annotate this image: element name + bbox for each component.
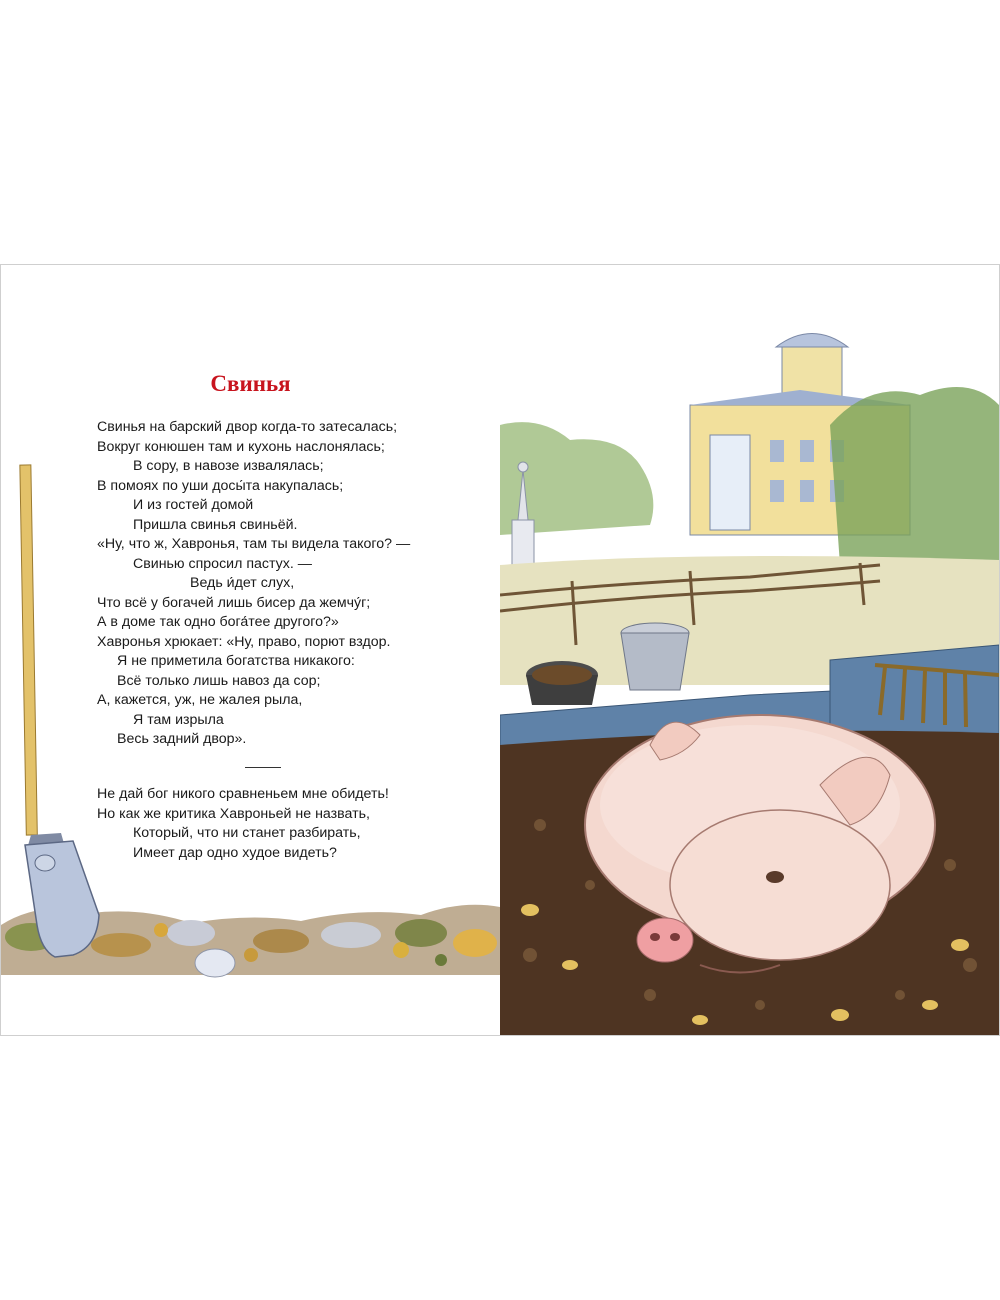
moral-line: Который, что ни станет разбирать, (133, 825, 361, 841)
poem-line: Пришла свинья свиньёй. (133, 516, 298, 533)
book-spread (0, 264, 1000, 1036)
poem-line: Я не приметила богатства никакого: (117, 653, 355, 669)
poem-line: В сору, в навозе извалялась; (133, 458, 324, 474)
poem-line: Свинья на барский двор когда-то затесалась; (97, 419, 398, 435)
shovel (20, 465, 99, 957)
poem-line: И из гостей домой (133, 497, 254, 513)
pig-in-mud-before-manor-illustration (500, 265, 999, 1035)
trees-right (830, 387, 999, 565)
poem-line: В помоях по уши досы́та накупалась; (97, 477, 344, 494)
poem-line: Весь задний двор». (117, 731, 247, 747)
page-title: Свинья (210, 371, 291, 396)
poem-line: «Ну, что ж, Хавронья, там ты видела такого? — (97, 536, 411, 552)
poem-line: А в доме так одно бога́тее другого?» (97, 614, 339, 630)
poem-line: Всё только лишь навоз да сор; (117, 672, 321, 689)
poem-line: Вокруг конюшен там и кухонь наслонялась; (97, 438, 385, 455)
poem-line: Ведь и́дет слух, (190, 575, 295, 591)
poem-line: Хавронья хрюкает: «Ну, право, порют вздор. (97, 633, 391, 650)
moral-line: Не дай бог никого сравненьем мне обидеть! (97, 786, 389, 802)
poem-line: А, кажется, уж, не жалея рыла, (97, 692, 303, 708)
poem-line: Свинью спросил пастух. — (133, 555, 312, 572)
moral-line: Но как же критика Хавроньей не назвать, (97, 805, 370, 822)
shovel-and-garbage-illustration (1, 445, 500, 1005)
left-page (1, 265, 500, 1035)
moral-line: Имеет дар одно худое видеть? (133, 844, 337, 861)
poem-line: Что всё у богачей лишь бисер да жемчу́г; (97, 594, 371, 611)
poem-line: Я там изрыла (133, 711, 224, 728)
right-page (500, 265, 999, 1035)
